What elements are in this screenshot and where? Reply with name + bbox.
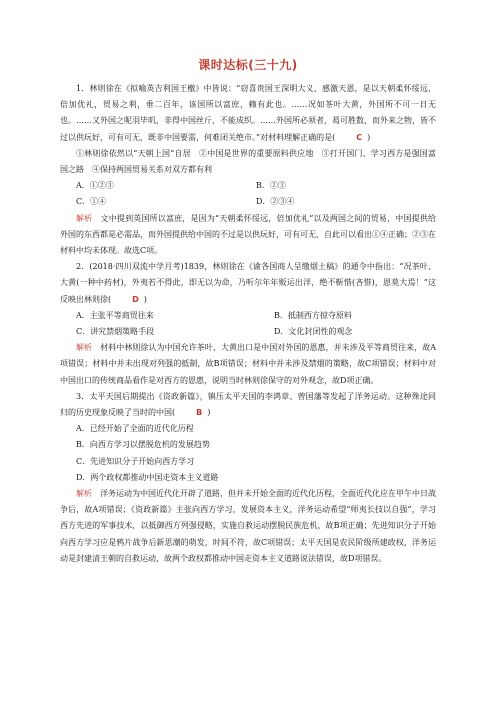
option-d: D．②③④ [256, 197, 295, 207]
option-a: A．已经开始了全面的近代化历程 [76, 424, 194, 434]
question-1-statements: ①林则徐依然以“天朝上国”自居 ②中国是世界的重要原料供应地 ③打开国门、学习西方是强国富国之路 ④保持两国贸易关系对双方都有利 [60, 148, 436, 175]
question-3-analysis: 解析 洋务运动为中国近代化开辟了道路，但并未开始全面的近代化历程，全面近代化应在甲午中日战争后，故A项错误；《资政新篇》主张向西方学习，发展资本主义，洋务运动希望“师夷长技以自强”，学习西方先进的军事技术，以抵御西方列强侵略，实施自救运动摆脱民族危机，故B项正确；先进知识分子开始向西方学习应是鸦片战争后新思潮的萌发，时间不符，故C项错误；太平天国是农民阶级所建政权，洋务运动是封建清王朝的自救运动，故两个政权都推动中国走资本主义道路说法错误，故D项错误。 [60, 489, 436, 563]
question-3-text: 3．太平天国后期提出《资政新篇》，镇压太平天国的李鸿章、曾国藩等发起了洋务运动。这种殊途同归的历史现象反映了当时的中国( [60, 391, 436, 418]
option-b: B．②③ [256, 181, 286, 191]
option-a: A．①②③ [76, 181, 114, 191]
option-d: D．文化封闭性的观念 [274, 327, 353, 337]
question-3-options [60, 421, 436, 486]
analysis-label: 解析 [76, 213, 93, 223]
option-d: D．两个政权都推动中国走资本主义道路 [76, 472, 219, 482]
option-b: B．抵制西方掠夺原料 [274, 310, 352, 320]
question-2-stem: 2．(2018·四川双流中学月考)1839，林则徐在《谕各国商人呈缴烟土稿》的通令中指出：“况茶叶、大黄(一种中药材)，外夷若不得此，即无以为命，乃听尔年年贩运出洋，绝不靳惜(吝惜)，恩莫大焉！”这反映出林则徐( D ) [60, 259, 436, 308]
question-2-answer: D [132, 294, 139, 304]
option-a: A．主张平等商贸往来 [76, 310, 154, 320]
question-1-options [60, 178, 436, 210]
page-title: 课时达标(三十九) [198, 58, 298, 72]
question-1-text: 1．林则徐在《拟喻英吉利国王檄》中皆说：“窃喜贵国王深明大义，感激天恩，是以天朝柔怀绥远，倍加优礼，贸易之利，垂二百年，该国所以富庶，赖有此也。……况如茶叶大黄，外国所不可一日无也。……又外国之呢羽毕叽，非得中国丝斤，不能成织。……外国所必须者，曷可胜数，而外来之物，皆不过以供玩好，可有可无，既非中国要需，何难闭关绝市。”对材料理解正确的是( [60, 84, 436, 142]
question-1-analysis: 解析 文中提到英国所以富庶，是因为“天朝柔怀绥远，倍加优礼”以及两国之间的贸易，中国提供给外国的东西都是必需品，而外国提供给中国的不过是以供玩好，可有可无，自此可以看出①④正确；②③在材料中均未体现。故选C项。 [60, 213, 437, 256]
question-1-answer: C [356, 132, 363, 142]
option-c: C．讲究禁烟策略手段 [76, 327, 155, 337]
option-b: B．向西方学习以摆脱危机的发展趋势 [76, 440, 210, 450]
analysis-label: 解析 [76, 343, 93, 353]
question-3-answer: B [196, 408, 203, 418]
question-2-analysis: 解析 材料中林则徐认为中国允许茶叶、大黄出口是中国对外国的恩惠，并未涉及平等商贸往来，故A项错误；材料中并未出现对列强的抵制，故B项错误；材料中并未涉及禁烟的策略，故C项错误；材料中对中国出口的传统商品看作是对西方的恩惠，说明当时林则徐保守的对外观念，故D项正确。 [60, 343, 437, 385]
question-3-stem: 3．太平天国后期提出《资政新篇》，镇压太平天国的李鸿章、曾国藩等发起了洋务运动。这种殊途同归的历史现象反映了当时的中国( B ) [60, 389, 436, 421]
question-1-stem: 1．林则徐在《拟喻英吉利国王檄》中皆说：“窃喜贵国王深明大义，感激天恩，是以天朝柔怀绥远，倍加优礼，贸易之利，垂二百年，该国所以富庶，赖有此也。……况如茶叶大黄，外国所不可一日无也。……又外国之呢羽毕叽，非得中国丝斤，不能成织。……外国所必须者，曷可胜数，而外来之物，皆不过以供玩好，可有可无，既非中国要需，何难闭关绝市。”对材料理解正确的是( C ) [60, 81, 436, 146]
option-c: C．①④ [76, 197, 107, 207]
option-c: C．先进知识分子开始向西方学习 [76, 456, 195, 466]
question-2-options [60, 308, 436, 340]
analysis-label: 解析 [76, 489, 92, 499]
question-2-text: 2．(2018·四川双流中学月考)1839，林则徐在《谕各国商人呈缴烟土稿》的通令中指出：“况茶叶、大黄(一种中药材)，外夷若不得此，即无以为命，乃听尔年年贩运出洋，绝不靳惜(吝惜)，恩莫大焉！”这反映出林则徐( [60, 262, 436, 304]
